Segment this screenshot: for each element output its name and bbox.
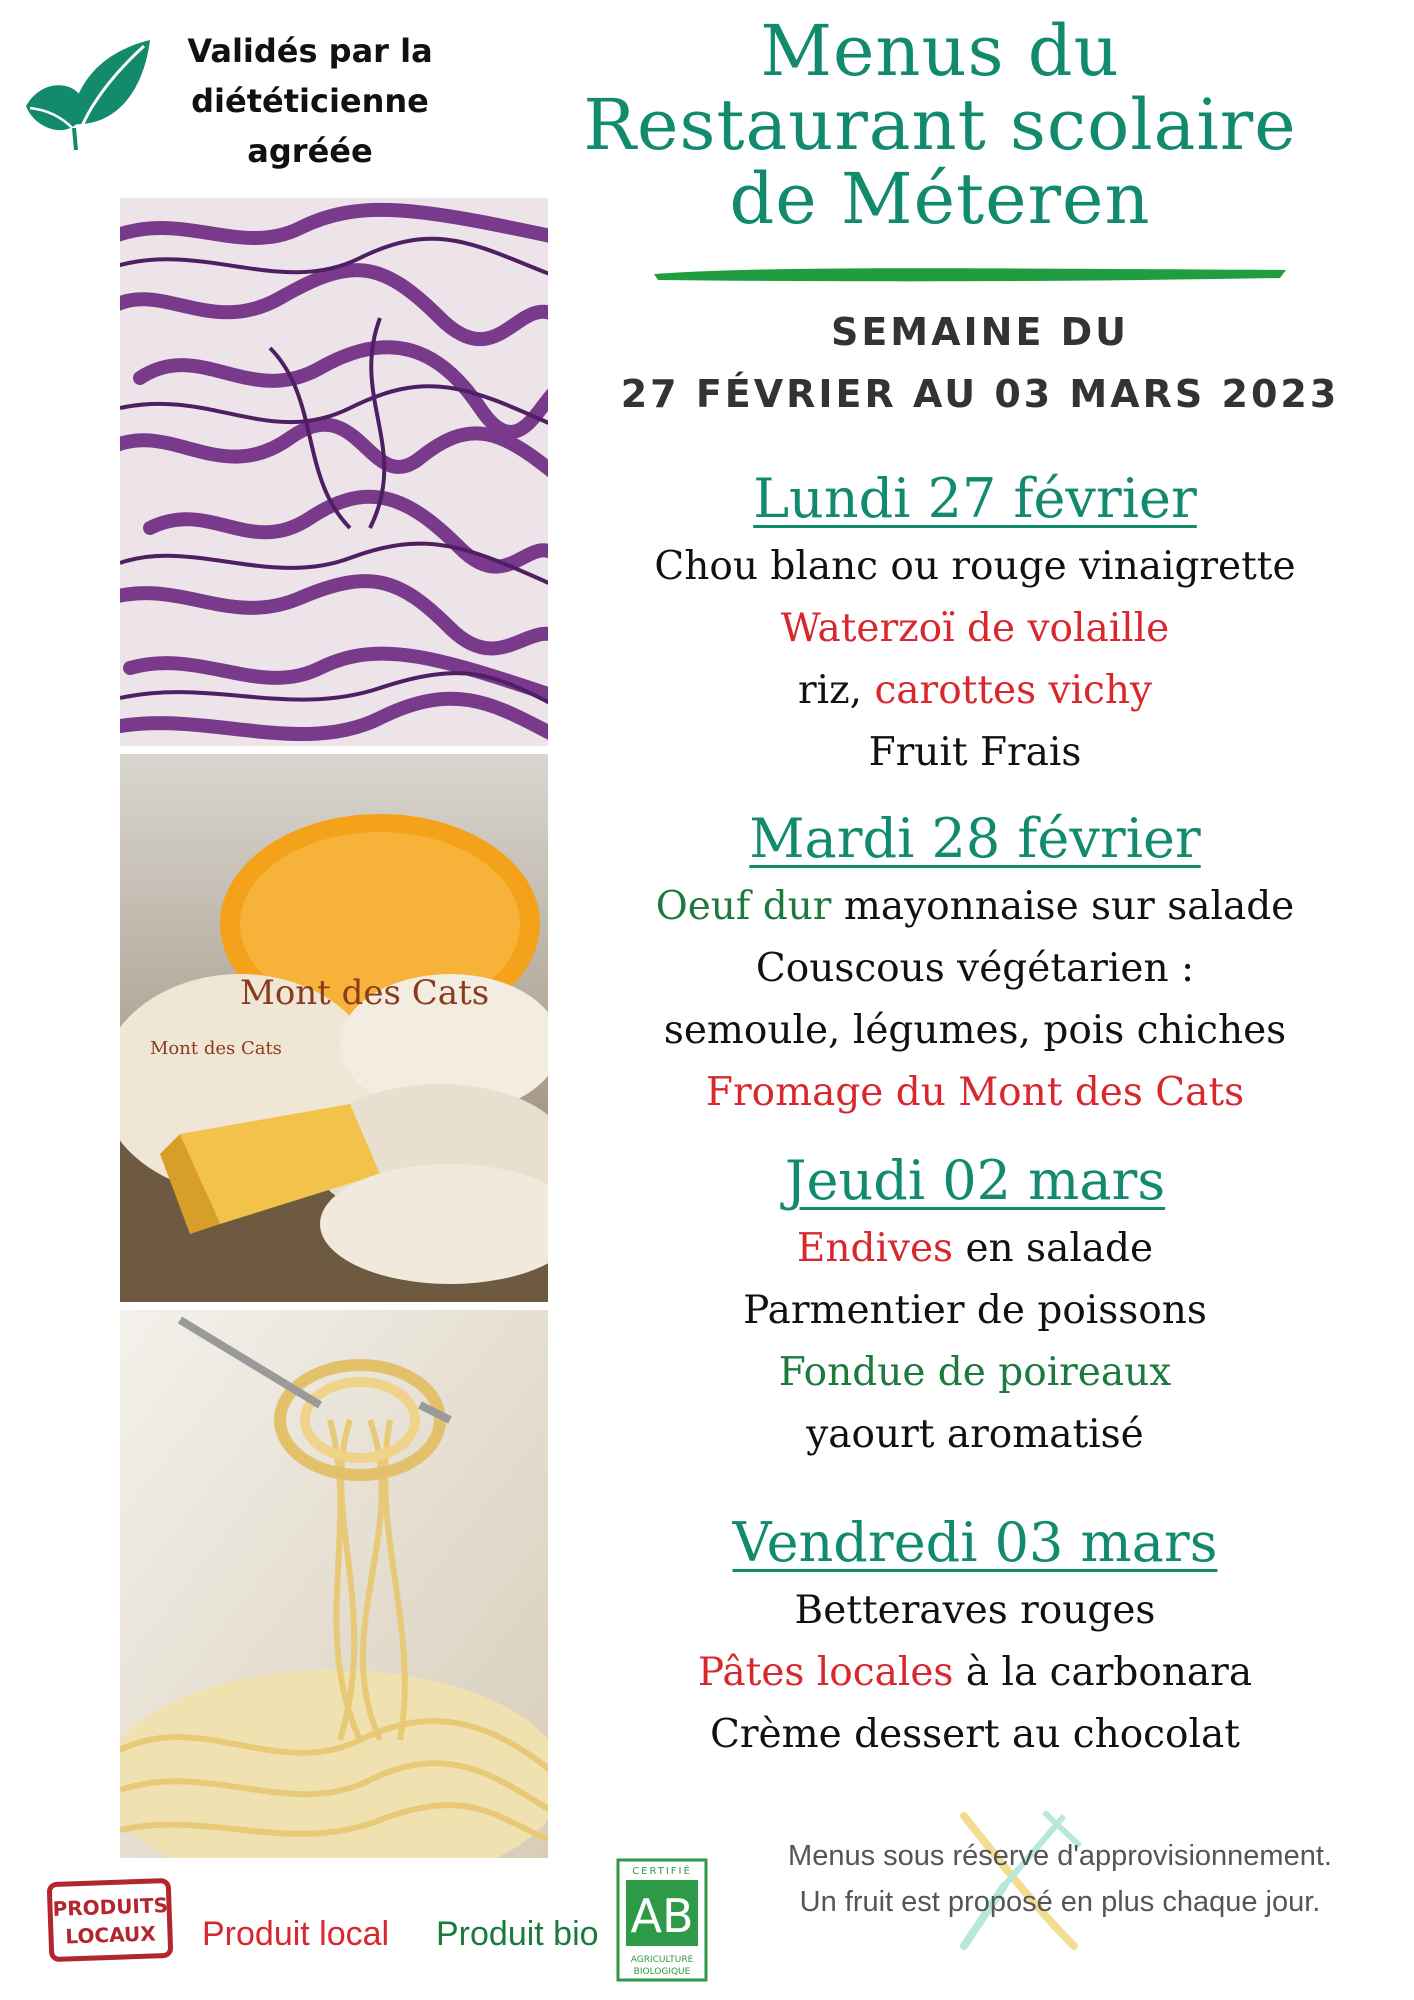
menu-item: Endives: [796, 1226, 954, 1271]
week-label: SEMAINE DU: [830, 310, 1130, 354]
menu-item: Oeuf dur: [655, 884, 832, 929]
menu-item: yaourt aromatisé: [806, 1412, 1144, 1457]
menu-item: Fromage du Mont des Cats: [705, 1070, 1245, 1115]
supply-disclaimer: Menus sous réserve d'approvisionnement.: [788, 1840, 1332, 1872]
menu-item: mayonnaise sur salade: [831, 884, 1295, 929]
week-range: 27 FÉVRIER AU 03 MARS 2023: [620, 372, 1340, 416]
ab-bottom-1: AGRICULTURE: [630, 1955, 694, 1965]
menu-item: Couscous végétarien :: [755, 946, 1195, 991]
day-title-tuesday: Mardi 28 février: [749, 807, 1201, 870]
page-title: [470, 10, 1410, 240]
day-title-thursday: Jeudi 02 mars: [784, 1149, 1166, 1212]
menu-item: carottes vichy: [874, 668, 1153, 713]
menu-line: [590, 1642, 1360, 1704]
day-title-friday: Vendredi 03 mars: [732, 1511, 1218, 1574]
menu-line: [590, 1704, 1360, 1766]
title-line-3: de Méteren: [729, 158, 1151, 240]
menu-line: [590, 1280, 1360, 1342]
fruit-note: Un fruit est proposé en plus chaque jour.: [799, 1886, 1321, 1918]
cheese-label-1: Mont des Cats: [240, 973, 490, 1013]
menu-line: [590, 660, 1360, 722]
cheese-label-2: Mont des Cats: [150, 1038, 282, 1059]
dietitian-line-3: agréée: [247, 132, 373, 170]
menu-line: [590, 722, 1360, 784]
menu-item: Betteraves rouges: [794, 1588, 1156, 1633]
pasta-photo: [120, 1310, 548, 1858]
title-line-1: Menus du: [760, 10, 1120, 92]
produits-locaux-stamp: [47, 1878, 174, 1962]
day-tuesday: [590, 802, 1360, 1124]
menu-item: Crème dessert au chocolat: [710, 1712, 1240, 1757]
menu-line: [590, 1404, 1360, 1466]
day-monday: [590, 462, 1360, 784]
stamp-line-2: LOCAUX: [65, 1921, 157, 1949]
legend-local: Produit local: [202, 1915, 390, 1953]
menu-line: [590, 536, 1360, 598]
menu-item: en salade: [953, 1226, 1154, 1271]
menu-item: Pâtes locales: [697, 1650, 954, 1695]
cutlery-icon: [944, 1806, 1094, 1956]
leaf-logo-text: Canva: [90, 125, 128, 139]
title-line-2: Restaurant scolaire: [583, 84, 1297, 166]
menu-item: Parmentier de poissons: [743, 1288, 1207, 1333]
menu-item: Fruit Frais: [868, 730, 1082, 775]
menu-line: [590, 1000, 1360, 1062]
cheese-photo: [120, 754, 548, 1302]
day-friday: [590, 1506, 1360, 1766]
menu-line: [590, 1218, 1360, 1280]
menu-item: semoule, légumes, pois chiches: [663, 1008, 1287, 1053]
menu-item: à la carbonara: [953, 1650, 1253, 1695]
menu-line: [590, 938, 1360, 1000]
dietitian-validation: [160, 26, 460, 176]
day-title-monday: Lundi 27 février: [753, 467, 1197, 530]
day-thursday: [590, 1144, 1360, 1466]
ab-organic-logo-icon: [616, 1858, 708, 1982]
menu-line: [590, 876, 1360, 938]
leaf-logo-icon: [18, 28, 158, 158]
menu-item: Waterzoï de volaille: [780, 606, 1170, 651]
menu-line: [590, 598, 1360, 660]
menu-line: [590, 1342, 1360, 1404]
menu-item: Chou blanc ou rouge vinaigrette: [654, 544, 1296, 589]
ab-letters: AB: [630, 1889, 694, 1943]
ab-top-text: CERTIFIÉ: [632, 1866, 692, 1877]
menu-line: [590, 1062, 1360, 1124]
menu-line: [590, 1580, 1360, 1642]
red-cabbage-photo: [120, 198, 548, 746]
stamp-line-1: PRODUITS: [52, 1892, 169, 1921]
menu-item: Fondue de poireaux: [778, 1350, 1172, 1395]
green-brush-stroke: [650, 260, 1290, 286]
ab-bottom-2: BIOLOGIQUE: [633, 1967, 691, 1977]
dietitian-line-2: diététicienne: [191, 82, 429, 120]
dietitian-line-1: Validés par la: [187, 32, 433, 70]
menu-item: riz,: [797, 668, 875, 713]
legend-bio: Produit bio: [436, 1915, 599, 1953]
